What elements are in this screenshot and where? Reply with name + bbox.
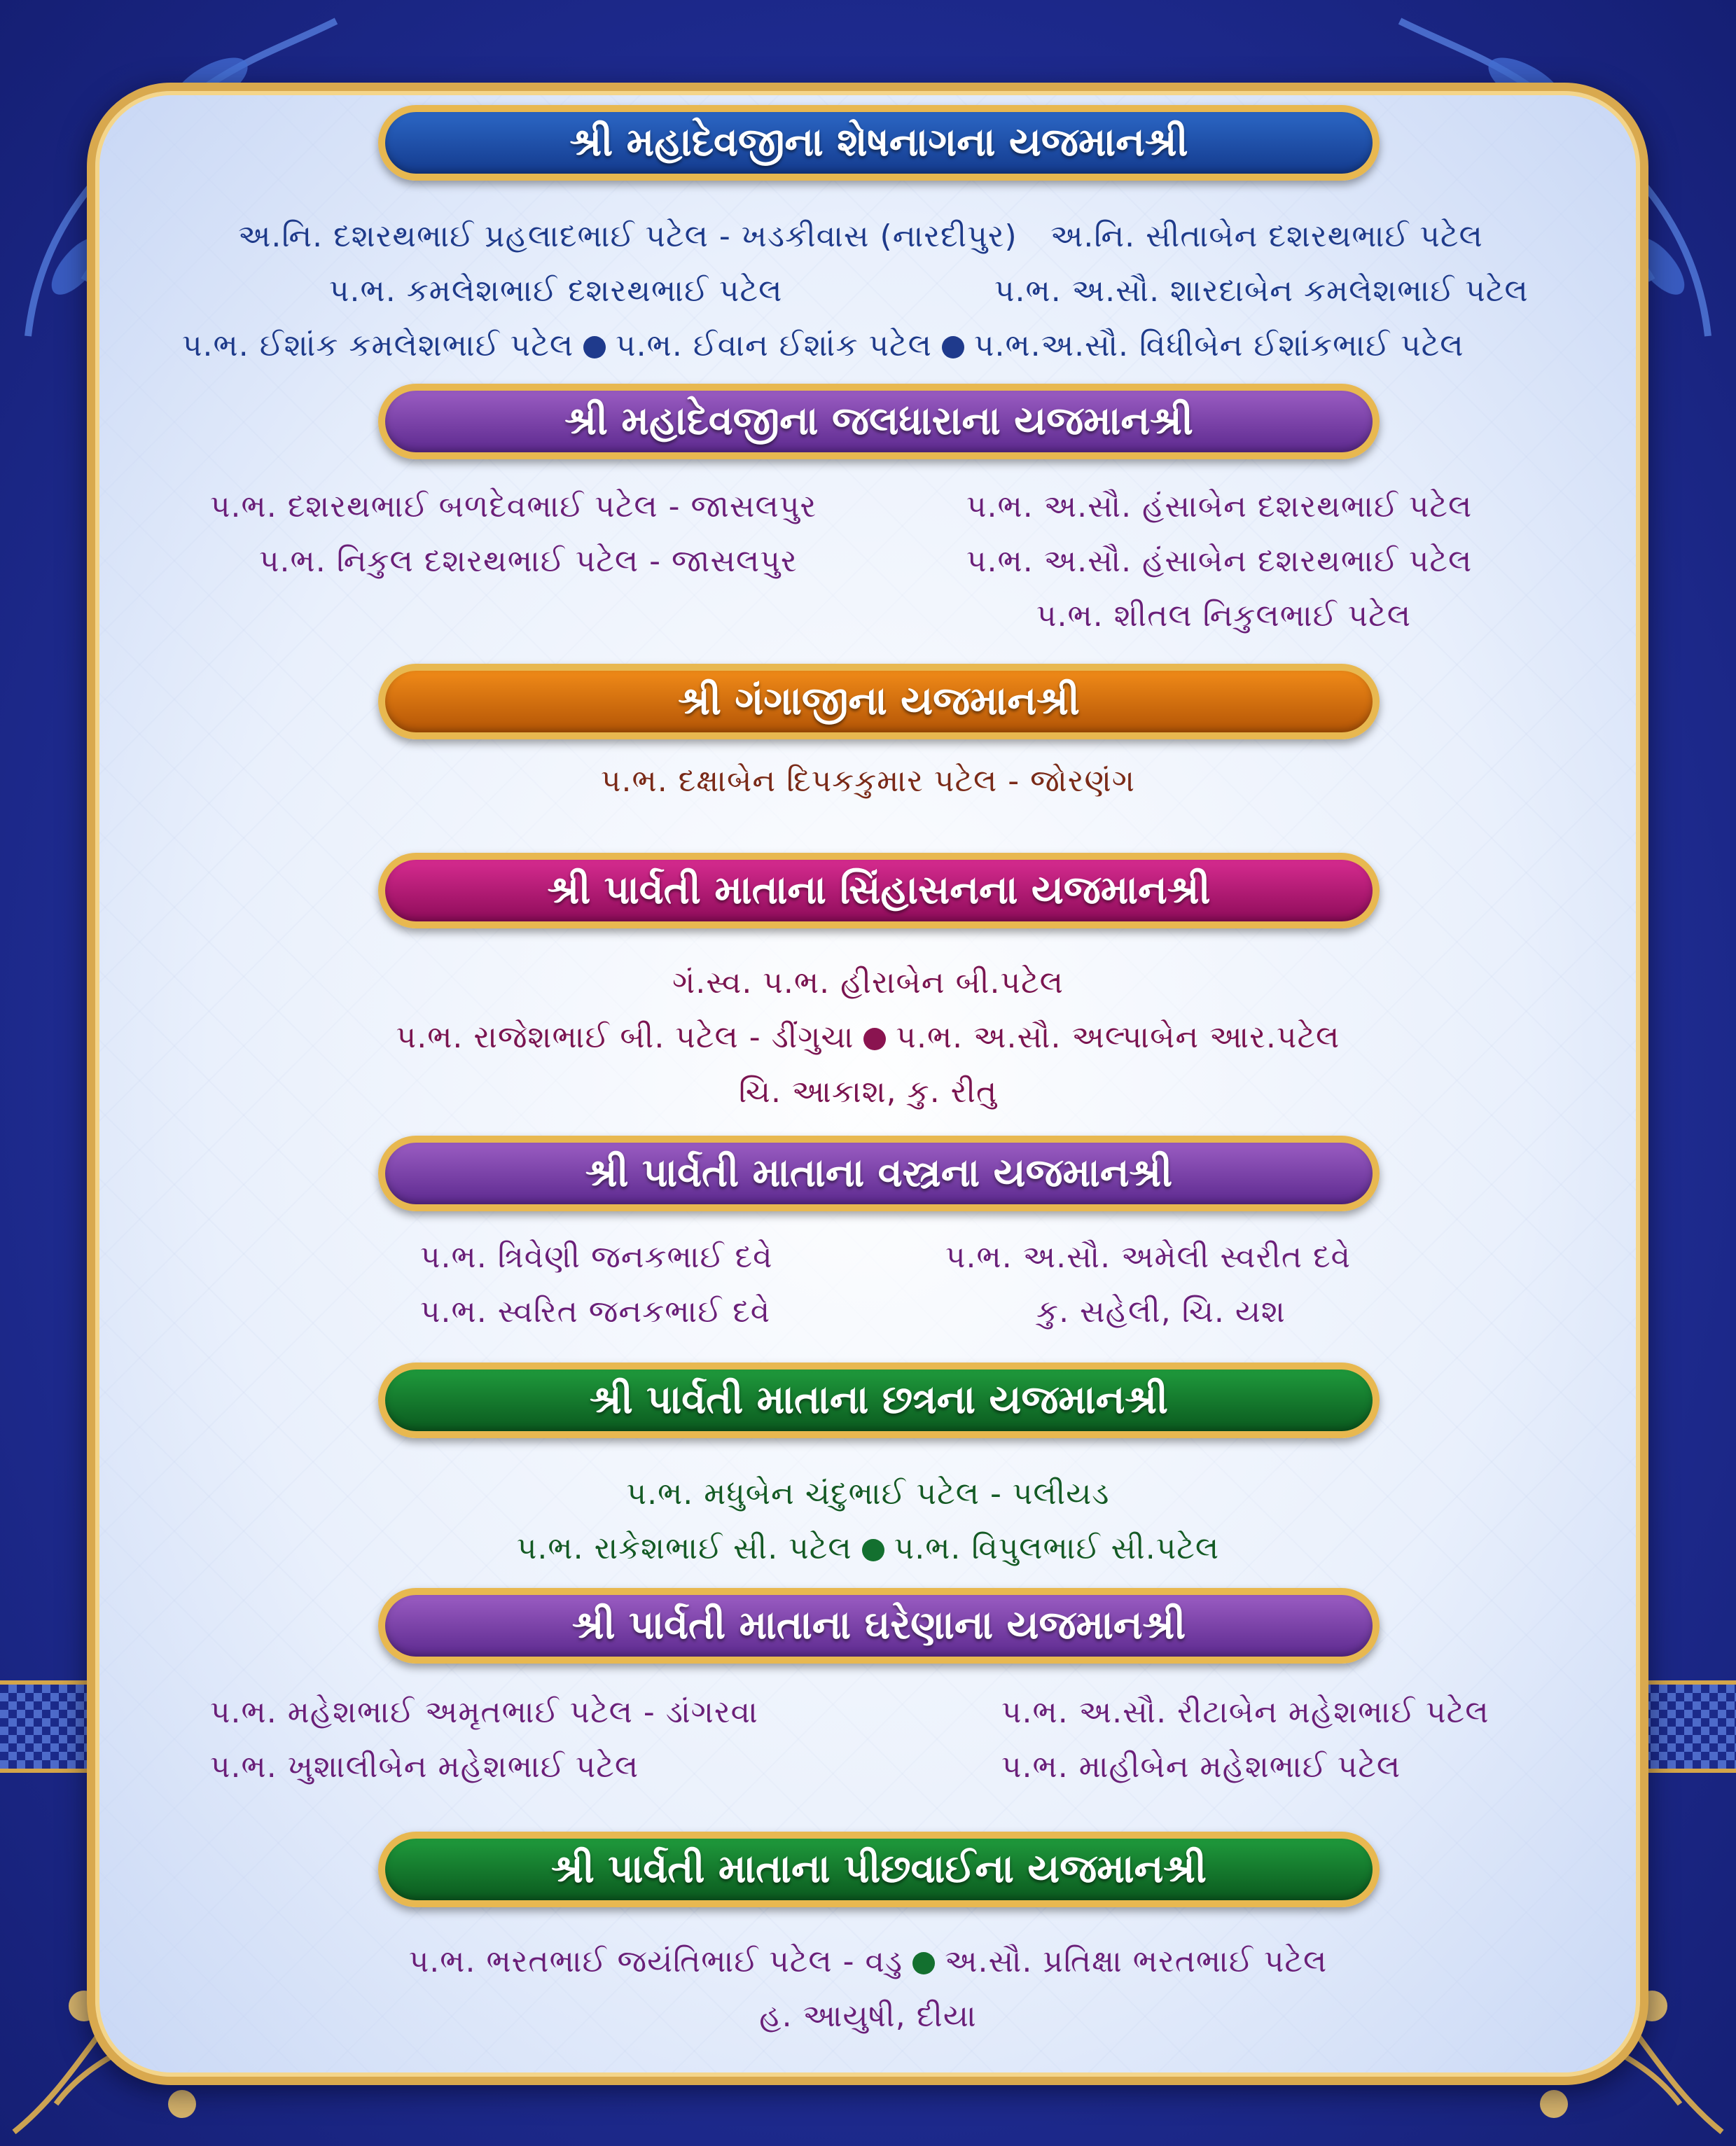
section-6-title-banner: શ્રી પાર્વતી માતાના છત્રના યજમાનશ્રી bbox=[378, 1363, 1380, 1438]
bullet-dot bbox=[862, 1539, 884, 1561]
section-5-right-line-1: પ.ભ. અ.સૌ. અમેલી સ્વરીત દવે bbox=[945, 1239, 1352, 1275]
bullet-dot bbox=[863, 1028, 886, 1050]
section-2-right-line-1: પ.ભ. અ.સૌ. હંસાબેન દશરથભાઈ પટેલ bbox=[966, 489, 1473, 524]
section-6-pair-name-1: પ.ભ. રાકેશભાઈ સી. પટેલ bbox=[516, 1531, 852, 1566]
section-4-center-line-2: ચિ. આકાશ, કુ. રીતુ bbox=[738, 1074, 998, 1110]
section-1-title-banner: શ્રી મહાદેવજીના શેષનાગના યજમાનશ્રી bbox=[378, 105, 1380, 181]
section-6-pair-line bbox=[0, 1531, 1736, 1566]
section-8-pair-name-1: પ.ભ. ભરતભાઈ જયંતિભાઈ પટેલ - વડુ bbox=[408, 1944, 903, 1979]
section-4-center-line-1: ગં.સ્વ. પ.ભ. હીરાબેન બી.પટેલ bbox=[672, 965, 1064, 1001]
section-7-title-banner: શ્રી પાર્વતી માતાના ઘરેણાના યજમાનશ્રી bbox=[378, 1588, 1380, 1664]
section-8-pair-name-2: અ.સૌ. પ્રતિક્ષા ભરતભાઈ પટેલ bbox=[945, 1944, 1328, 1979]
section-5-left-line-1: પ.ભ. ત્રિવેણી જનકભાઈ દવે bbox=[420, 1239, 773, 1275]
section-1-extra-name-3: પ.ભ.અ.સૌ. વિધીબેન ઈશાંકભાઈ પટેલ bbox=[973, 328, 1464, 363]
section-8-center-line-1: હ. આયુષી, દીયા bbox=[759, 1998, 977, 2034]
section-4-pair-name-1: પ.ભ. રાજેશભાઈ બી. પટેલ - ડીંગુચા bbox=[396, 1019, 854, 1055]
section-6-pair-name-2: પ.ભ. વિપુલભાઈ સી.પટેલ bbox=[894, 1531, 1220, 1566]
section-2-right-line-2: પ.ભ. અ.સૌ. હંસાબેન દશરથભાઈ પટેલ bbox=[966, 543, 1473, 579]
section-7-left-line-1: પ.ભ. મહેશભાઈ અમૃતભાઈ પટેલ - ડાંગરવા bbox=[210, 1694, 758, 1730]
section-7-right-line-1: પ.ભ. અ.સૌ. રીટાબેન મહેશભાઈ પટેલ bbox=[1001, 1694, 1490, 1730]
section-4-pair-name-2: પ.ભ. અ.સૌ. અલ્પાબેન આર.પટેલ bbox=[896, 1019, 1340, 1055]
section-1-extra-name-1: પ.ભ. ઈશાંક કમલેશભાઈ પટેલ bbox=[182, 328, 574, 363]
section-3-title-banner: શ્રી ગંગાજીના યજમાનશ્રી bbox=[378, 664, 1380, 739]
section-2-left-line-1: પ.ભ. દશરથભાઈ બળદેવભાઈ પટેલ - જાસલપુર bbox=[210, 489, 817, 524]
section-2-title-banner: શ્રી મહાદેવજીના જલધારાના યજમાનશ્રી bbox=[378, 384, 1380, 459]
section-1-left-line-2: પ.ભ. કમલેશભાઈ દશરથભાઈ પટેલ bbox=[329, 273, 783, 309]
bullet-dot bbox=[942, 336, 964, 358]
section-5-title-banner: શ્રી પાર્વતી માતાના વસ્ત્રના યજમાનશ્રી bbox=[378, 1136, 1380, 1211]
section-4-pair-line bbox=[0, 1019, 1736, 1055]
section-3-center-line-1: પ.ભ. દક્ષાબેન દિપકકુમાર પટેલ - જોરણંગ bbox=[600, 763, 1136, 799]
section-4-title-banner: શ્રી પાર્વતી માતાના સિંહાસનના યજમાનશ્રી bbox=[378, 853, 1380, 928]
bullet-dot bbox=[583, 336, 606, 358]
section-7-left-line-2: પ.ભ. ખુશાલીબેન મહેશભાઈ પટેલ bbox=[210, 1749, 639, 1785]
section-1-extra-line bbox=[182, 328, 1464, 363]
section-1-extra-name-2: પ.ભ. ઈવાન ઈશાંક પટેલ bbox=[616, 328, 932, 363]
section-7-right-line-2: પ.ભ. માહીબેન મહેશભાઈ પટેલ bbox=[1001, 1749, 1401, 1785]
section-8-title-banner: શ્રી પાર્વતી માતાના પીછવાઈના યજમાનશ્રી bbox=[378, 1832, 1380, 1907]
section-5-left-line-2: પ.ભ. સ્વરિત જનકભાઈ દવે bbox=[420, 1294, 771, 1330]
bullet-dot bbox=[912, 1952, 935, 1974]
section-1-left-line-1: અ.નિ. દશરથભાઈ પ્રહલાદભાઈ પટેલ - ખડકીવાસ (નારદીપુર) bbox=[238, 218, 1018, 254]
section-1-right-line-2: પ.ભ. અ.સૌ. શારદાબેન કમલેશભાઈ પટેલ bbox=[994, 273, 1529, 309]
section-5-right-line-2: કુ. સહેલી, ચિ. યશ bbox=[1036, 1294, 1286, 1330]
section-2-right-line-3: પ.ભ. શીતલ નિકુલભાઈ પટેલ bbox=[1036, 598, 1412, 634]
section-6-center-line-1: પ.ભ. મધુબેન ચંદુભાઈ પટેલ - પલીયડ bbox=[626, 1476, 1110, 1512]
section-1-right-line-1: અ.નિ. સીતાબેન દશરથભાઈ પટેલ bbox=[1050, 218, 1483, 254]
section-2-left-line-2: પ.ભ. નિકુલ દશરથભાઈ પટેલ - જાસલપુર bbox=[259, 543, 798, 579]
section-8-pair-line bbox=[0, 1944, 1736, 1979]
